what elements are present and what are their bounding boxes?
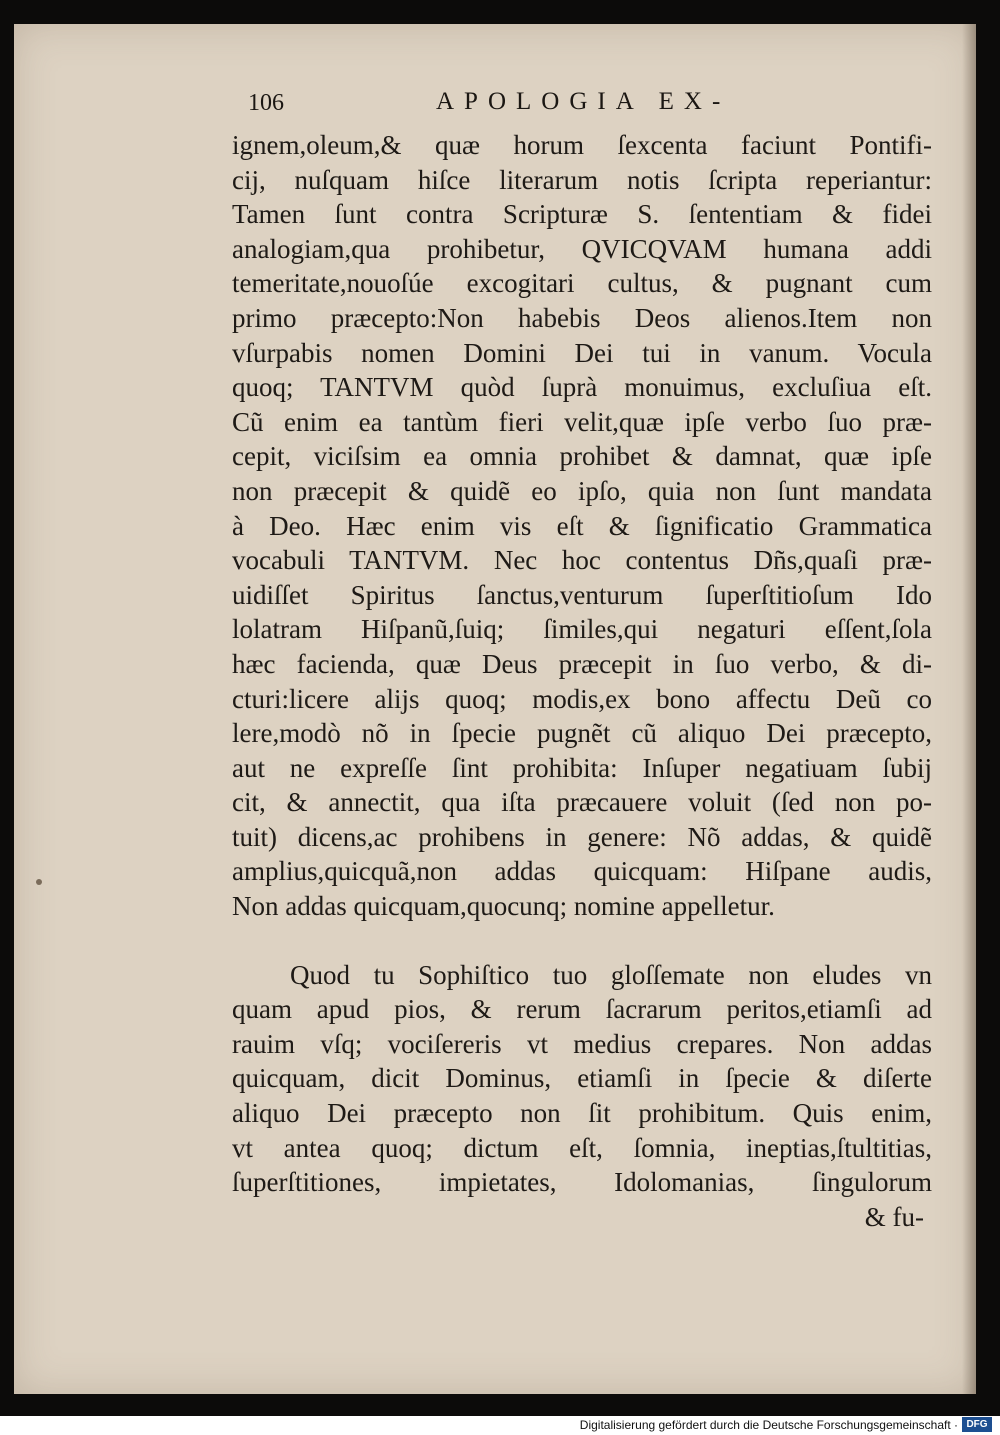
text-line: Quod tu Sophiſtico tuo gloſſemate non eludes vn [290,959,932,990]
text-line: lolatram Hiſpanũ,ſuiq; ſimiles,qui negaturi eſſent,ſola [232,614,932,645]
text-line: à Deo. Hæc enim vis eſt & ſignificatio Grammatica [232,510,932,541]
text-line: cij, nuſquam hiſce literarum notis ſcripta reperiantur: [232,164,932,195]
paragraph-2 [232,958,932,1200]
dfg-logo-icon[interactable]: DFG [962,1417,992,1432]
text-line: quoq; TANTVM quòd ſuprà monuimus, excluſiua eſt. [232,372,932,403]
text-line: vocabuli TANTVM. Nec hoc contentus Dñs,quaſi præ- [232,545,932,576]
text-line: rauim vſq; vociſereris vt medius crepares. Non addas [232,1028,932,1059]
text-line: aliquo Dei præcepto non ſit prohibitum. Quis enim, [232,1098,932,1129]
running-title: APOLOGIA EX- [436,88,731,115]
catchword: & fu- [864,1201,924,1232]
text-line: temeritate,nouoſúe excogitari cultus, & pugnant cum [232,268,932,299]
text-line: lere,modò nõ in ſpecie pugnẽt cũ aliquo Dei præcepto, [232,718,932,749]
ink-spot [36,879,42,885]
text-line: uidiſſet Spiritus ſanctus,venturum ſuperſtitioſum Ido [232,579,932,610]
text-block [232,128,932,1234]
text-line: aut ne expreſſe ſint prohibita: Inſuper negatiuam ſubij [232,752,932,783]
page-edge-shadow [962,24,976,1394]
text-line: cit, & annectit, qua iſta præcauere voluit (ſed non po- [232,787,932,818]
text-line: primo præcepto:Non habebis Deos alienos.Item non [232,302,932,333]
paragraph-gap [232,924,932,958]
page-header [248,86,968,122]
text-line: vſurpabis nomen Domini Dei tui in vanum. Vocula [232,337,932,368]
text-line: quam apud pios, & rerum ſacrarum peritos,etiamſi ad [232,994,932,1025]
text-line: Cũ enim ea tantùm fieri velit,quæ ipſe verbo ſuo præ- [232,406,932,437]
text-line: Non addas quicquam,quocunq; nomine appelletur. [232,891,775,922]
text-line: ſuperſtitiones, impietates, Idolomanias, ſingulorum [232,1167,932,1198]
text-line: quicquam, dicit Dominus, etiamſi in ſpecie & diſerte [232,1063,932,1094]
footer-bar [0,1416,1000,1435]
text-line: vt antea quoq; dictum eſt, ſomnia, ineptias,ſtultitias, [232,1132,932,1163]
text-line: non præcepit & quidẽ eo ipſo, quia non ſunt mandata [232,475,932,506]
text-line: analogiam,qua prohibetur, QVICQVAM humana addi [232,233,932,264]
text-line: tuit) dicens,ac prohibens in genere: Nõ addas, & quidẽ [232,821,932,852]
text-line: ignem,oleum,& quæ horum ſexcenta faciunt Pontifi- [232,130,932,160]
page-number: 106 [248,90,284,116]
text-line: cturi:licere alijs quoq; modis,ex bono affectu Deũ co [232,683,932,714]
paragraph-1 [232,128,932,924]
text-line: Tamen ſunt contra Scripturæ S. ſententiam & fidei [232,199,932,230]
text-line: amplius,quicquã,non addas quicquam: Hiſpane audis, [232,856,932,887]
text-line: cepit, viciſsim ea omnia prohibet & damnat, quæ ipſe [232,441,932,472]
footer-credit: Digitalisierung gefördert durch die Deutsche Forschungsgemeinschaft · [579,1418,958,1432]
text-line: hæc facienda, quæ Deus præcepit in ſuo verbo, & di- [232,648,932,679]
